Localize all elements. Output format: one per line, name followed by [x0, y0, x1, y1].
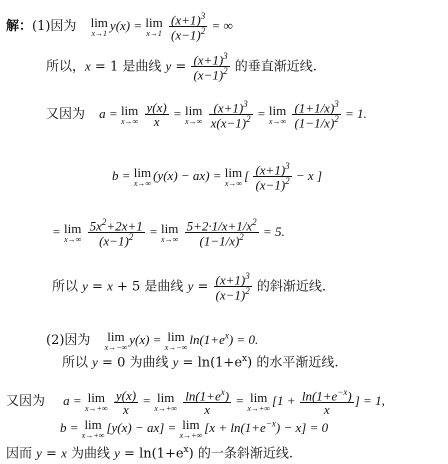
part-2-again-label: 又因为: [6, 394, 46, 410]
line-5: [52, 218, 285, 248]
formula-1: lim x→1 y(x) = lim x→1 $\frac{(x+1)^3}{(x-1)^2}$ = ∞: [90, 11, 233, 43]
line-6: 所以 y = x + 5 是曲线 y = $\frac{(x+1)^3}{(x-1)^2}$ 的斜渐近线.: [52, 271, 326, 303]
line-11: 因而 y = x 为曲线 $y = \ln(1+e^x)$ 的一条斜渐近线.: [6, 445, 293, 462]
line-1: [6, 12, 233, 42]
formula-9: a = lim x→+∞ $\frac{y(x)}{x}$ = lim x→+∞ $\frac{\ln(1+e^x)}{x}$ = lim x→+∞ [1 + $\frac{\ln(1+e^{-x})}{x}$ ] = 1,: [63, 387, 385, 418]
formula-3: a = lim x→∞ $\frac{y(x)}{x}$ = lim x→∞ $\frac{(x+1)^3}{x(x-1)^2}$ = lim x→∞ $\frac{(1+1/x)^3}{(1-1/x)^2}$ = 1.: [99, 99, 367, 131]
formula-10: b = lim x→+∞ [y(x) − ax] = lim x→+∞ $[x + \ln(1+e^{-x}) - x] = 0$: [60, 417, 329, 440]
line-7: [46, 330, 258, 352]
line-4: [112, 162, 322, 192]
part-1-label: (1)因为: [32, 18, 77, 34]
line-2: 所以，x = 1 是曲线 y = $\frac{(x+1)^3}{(x-1)^2}$ 的垂直渐近线.: [46, 51, 317, 83]
line-3: [46, 100, 367, 130]
line-8: 所以 y = 0 为曲线 $y = \ln(1+e^x)$ 的水平渐近线.: [62, 354, 339, 371]
part-2-label: (2)因为: [46, 332, 91, 348]
formula-7: lim x→−∞ y(x) = lim x→−∞ $\ln(1+e^x) = 0$.: [104, 329, 259, 352]
formula-5: = lim x→∞ $\frac{5x^2+2x+1}{(x-1)^2}$ = lim x→∞ $\frac{5+2\cdot 1/x+1/x^2}{(1-1/x)^2}$ = 5.: [52, 217, 285, 249]
part-1-again-label: 又因为: [46, 106, 86, 122]
line-9: [6, 388, 385, 416]
line-10: [60, 418, 328, 440]
answer-label: 解：: [6, 18, 33, 34]
formula-4: b = lim x→∞ (y(x) − ax) = lim x→∞ [ $\frac{(x+1)^3}{(x-1)^2}$ − x ]: [112, 161, 323, 193]
